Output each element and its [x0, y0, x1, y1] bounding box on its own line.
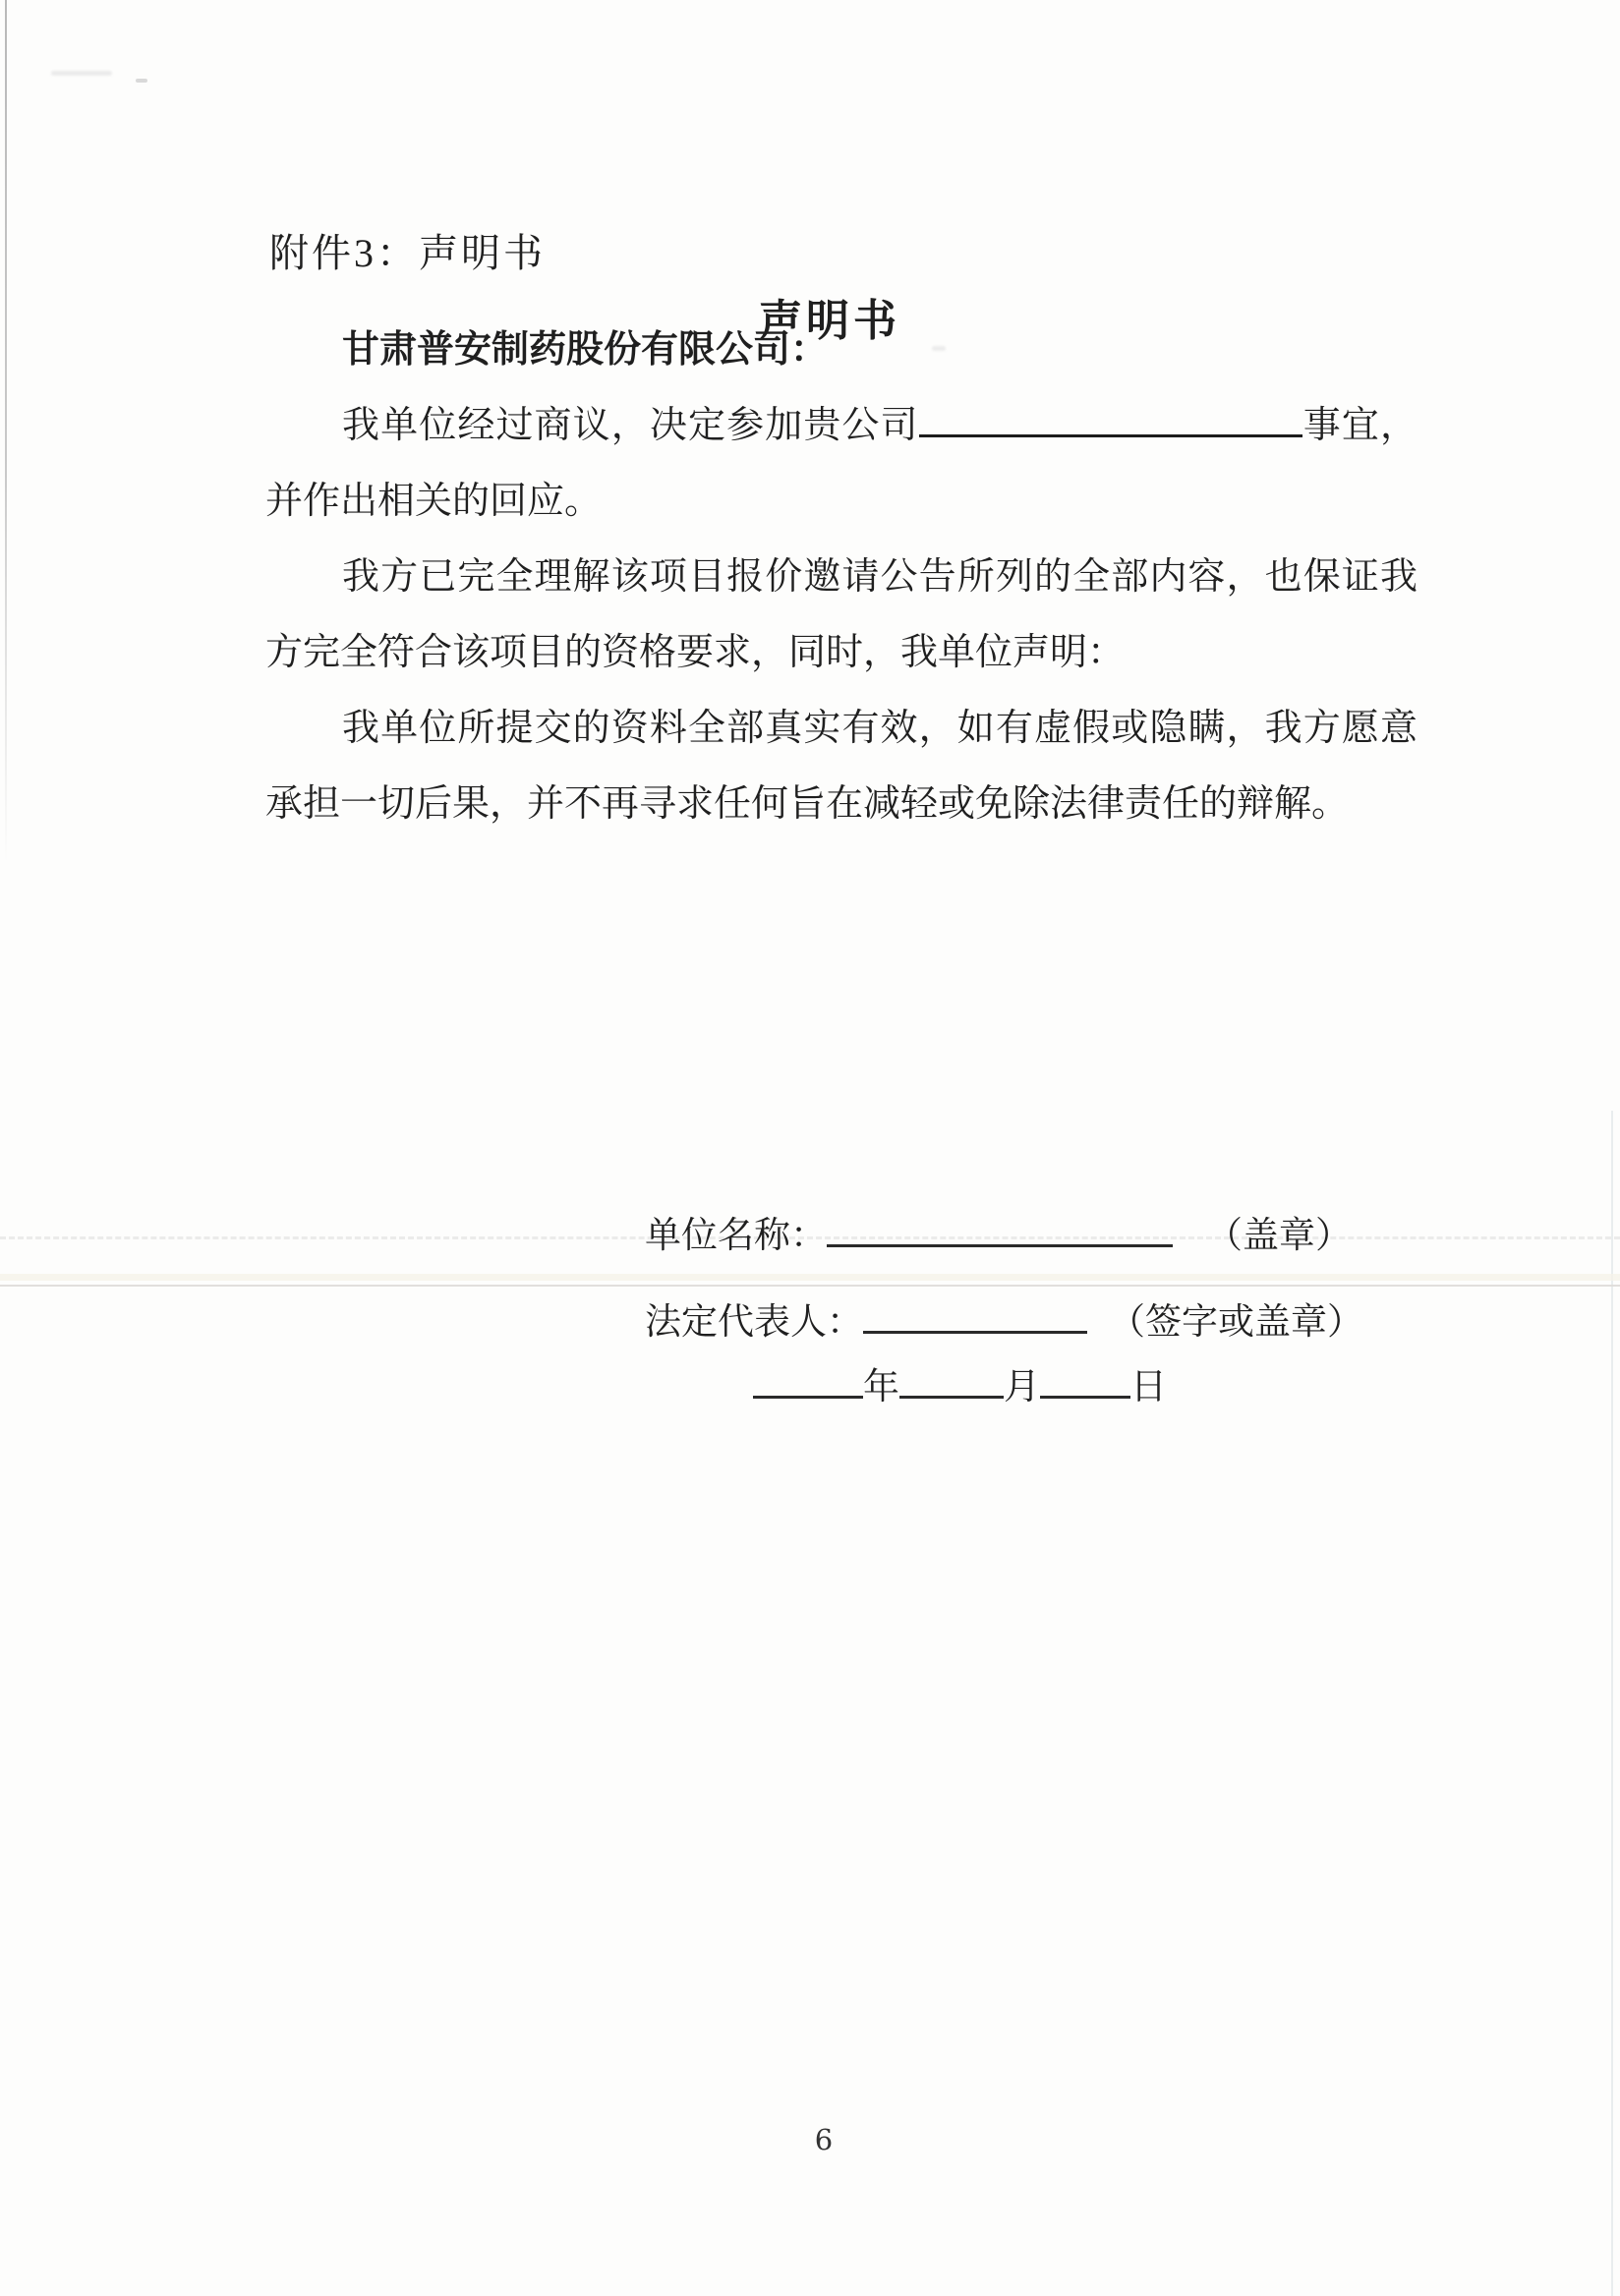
signature-legal-rep-row: [645, 1295, 1363, 1349]
month-blank-line: [899, 1362, 1004, 1399]
seal-note: （盖章）: [1206, 1216, 1352, 1256]
project-name-blank-line: [919, 400, 1302, 437]
page-title: 声明书: [759, 297, 900, 345]
scan-right-edge-line: [1611, 1111, 1613, 2296]
unit-name-blank-line: [827, 1211, 1173, 1247]
month-label: 月: [1004, 1367, 1040, 1407]
letter-body: [265, 313, 1418, 842]
paragraph-text-before-blank: 我单位经过商议，决定参加贵公司: [342, 405, 919, 446]
year-blank-line: [753, 1362, 863, 1399]
paragraph-understanding: 我方已完全理解该项目报价邀请公告所列的全部内容，也保证我方完全符合该项目的资格要求，同时，我单位声明：: [265, 556, 1418, 673]
year-label: 年: [863, 1367, 899, 1407]
paragraph-text-after-blank: 事宜，并作出相关的回应。: [265, 405, 1418, 522]
scan-speck: [136, 79, 147, 83]
sign-or-seal-note: （签字或盖章）: [1109, 1302, 1363, 1343]
scan-left-edge-line: [5, 0, 7, 863]
paragraph-participation: [265, 388, 1418, 540]
page-number: 6: [814, 2123, 834, 2156]
scan-artifact-band: [0, 1274, 1620, 1281]
legal-rep-blank-line: [863, 1297, 1087, 1334]
unit-name-label: 单位名称：: [645, 1216, 827, 1256]
attachment-note: 附件3：声明书: [269, 231, 546, 275]
day-blank-line: [1040, 1362, 1130, 1399]
scan-artifact-line: [0, 1285, 1620, 1287]
scan-smudge: [51, 71, 112, 76]
day-label: 日: [1130, 1367, 1167, 1407]
signature-date-row: [753, 1360, 1167, 1414]
signature-unit-row: [645, 1209, 1352, 1263]
legal-rep-label: 法定代表人：: [645, 1302, 863, 1343]
salutation: 甘肃普安制药股份有限公司：: [342, 329, 829, 371]
paragraph-truthfulness: 我单位所提交的资料全部真实有效，如有虚假或隐瞒，我方愿意承担一切后果，并不再寻求任何旨在减轻或免除法律责任的辩解。: [265, 708, 1418, 825]
